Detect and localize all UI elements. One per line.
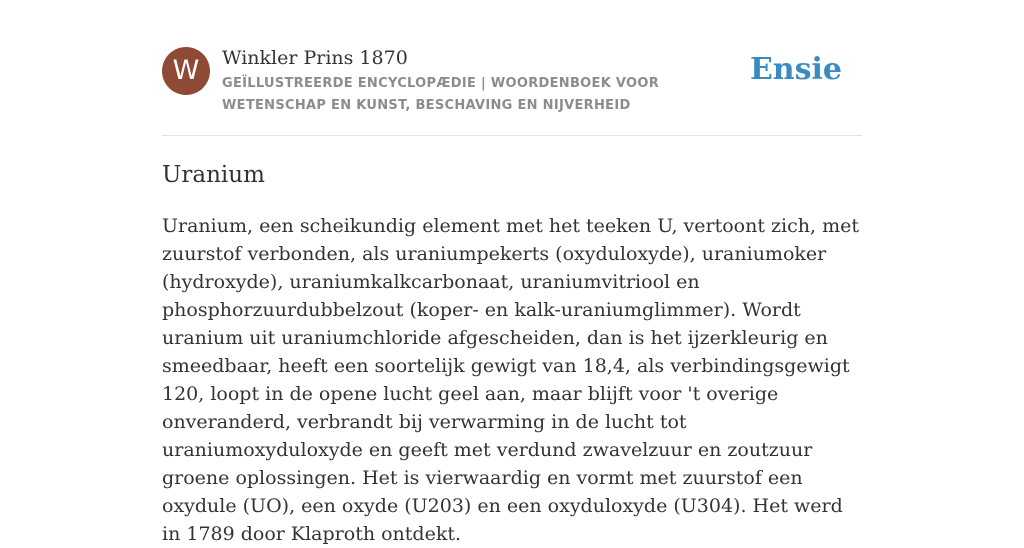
source-title[interactable]: Winkler Prins 1870 (222, 47, 408, 69)
avatar[interactable]: W (162, 47, 210, 95)
source-subtitle: GEÏLLUSTREERDE ENCYCLOPÆDIE | WOORDENBOEK VOOR WETENSCHAP EN KUNST, BESCHAVING EN NIJVERHEID (222, 76, 660, 113)
source-header (162, 46, 862, 116)
article-title: Uranium (162, 162, 265, 188)
divider (162, 135, 862, 136)
brand-logo[interactable]: Ensie (749, 52, 842, 87)
article-body: Uranium, een scheikundig element met het teeken U, vertoont zich, met zuurstof verbonden, als uraniumpekerts (oxyduloxyde), uraniumoker (hydroxyde), uraniumkalkcarbonaat, uraniumvitriool en phosphorzuurdubbelzout (koper- en kalk-uraniumglimmer). Wordt uranium uit uraniumchloride afgescheiden, dan is het ijzerkleurig en smeedbaar, heeft een soortelijk gewigt van 18,4, als verbindingsgewigt 120, loopt in de opene lucht geel aan, maar blijft voor 't overige onveranderd, verbrandt bij verwarming in de lucht tot uraniumoxyduloxyde en geeft met verdund zwavelzuur en zoutzuur groene oplossingen. Het is vierwaardig en vormt met zuurstof een oxydule (UO), een oxyde (U203) en een oxyduloxyde (U304). Het werd in 1789 door Klaproth ontdekt. (162, 215, 859, 545)
